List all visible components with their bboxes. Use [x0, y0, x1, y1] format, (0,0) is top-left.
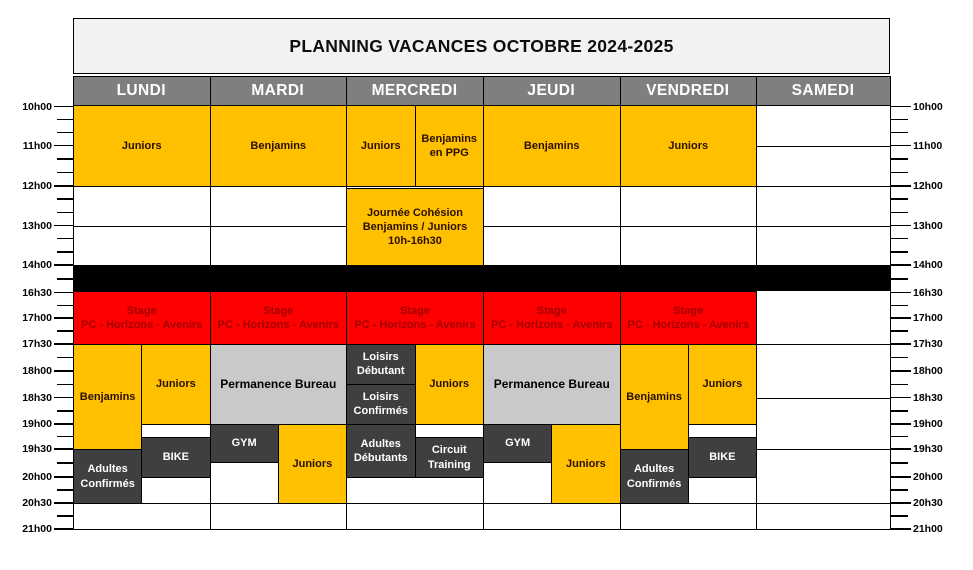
- time-label-right: 12h00: [913, 179, 943, 192]
- block-label-line: Adultes: [633, 463, 675, 476]
- time-tick-major: [891, 502, 911, 504]
- block-label-line: Juniors: [360, 139, 401, 152]
- day-header-jeudi: JEUDI: [483, 76, 620, 105]
- block-label-line: Adultes: [360, 437, 401, 450]
- block-label-line: Benjamins: [250, 139, 307, 152]
- schedule-block-jeudi-permanence-bureau: [483, 344, 621, 425]
- time-tick-major: [891, 106, 911, 108]
- block-label-line: PC - Horizons - Avenirs: [81, 319, 203, 331]
- time-tick-minor: [57, 489, 73, 491]
- time-tick-minor: [57, 410, 73, 412]
- schedule-block-mercredi-stage: [346, 291, 484, 345]
- schedule-block-jeudi-gym: [483, 424, 552, 463]
- time-tick-major: [54, 343, 73, 345]
- time-label-left: 11h00: [22, 139, 52, 152]
- time-tick-major: [54, 145, 73, 147]
- time-tick-minor: [57, 515, 73, 517]
- schedule-block-jeudi-stage: [483, 291, 621, 345]
- time-label-right: 17h00: [913, 311, 943, 324]
- time-tick-major: [54, 225, 73, 227]
- schedule-block-mercredi-loisirs: [346, 344, 416, 385]
- time-label-left: 20h00: [22, 470, 52, 483]
- block-label-line: PC - Horizons - Avenirs: [354, 319, 476, 331]
- schedule-block-vendredi-stage: [620, 291, 758, 345]
- time-tick-minor: [57, 436, 73, 438]
- time-tick-minor: [57, 384, 73, 386]
- grid-vline: [890, 76, 891, 530]
- time-label-left: 21h00: [22, 522, 52, 535]
- time-tick-major: [54, 185, 73, 187]
- schedule-block-lundi-stage: [73, 291, 211, 345]
- time-tick-major: [891, 528, 911, 530]
- time-tick-major: [891, 317, 911, 319]
- time-tick-major: [54, 528, 73, 530]
- time-tick-major: [54, 264, 73, 266]
- time-tick-major: [54, 292, 73, 294]
- time-tick-minor: [891, 198, 908, 200]
- time-tick-major: [891, 292, 911, 294]
- time-tick-minor: [57, 238, 73, 240]
- time-tick-minor: [891, 384, 908, 386]
- time-label-right: 11h00: [913, 139, 943, 152]
- closed-period-bar: [73, 265, 891, 291]
- time-tick-minor: [891, 410, 908, 412]
- time-tick-minor: [57, 132, 73, 134]
- block-label-line: Confirmés: [353, 405, 408, 418]
- block-label-line: Stage: [126, 304, 157, 317]
- time-tick-minor: [891, 212, 908, 214]
- grid-hline: [756, 449, 891, 450]
- time-tick-major: [891, 145, 911, 147]
- time-tick-minor: [891, 132, 908, 134]
- day-header-vendredi: VENDREDI: [620, 76, 757, 105]
- time-label-left: 18h30: [22, 391, 52, 404]
- block-label-line: Débutants: [353, 452, 408, 464]
- time-label-left: 10h00: [22, 100, 52, 113]
- block-label-line: BIKE: [709, 451, 736, 464]
- time-label-right: 14h00: [913, 258, 943, 271]
- time-label-left: 13h00: [22, 219, 52, 232]
- time-tick-major: [54, 370, 73, 372]
- block-label-line: 10h-16h30: [388, 235, 442, 248]
- time-label-left: 19h00: [22, 417, 52, 430]
- block-label-line: en PPG: [429, 147, 469, 159]
- schedule-block-mardi-permanence-bureau: [210, 344, 348, 425]
- time-label-right: 20h00: [913, 470, 943, 483]
- time-tick-minor: [57, 357, 73, 359]
- schedule-block-lundi-bike: [141, 437, 210, 478]
- title-box: [73, 18, 890, 74]
- time-label-left: 17h30: [22, 337, 52, 350]
- block-label-line: BIKE: [162, 451, 190, 464]
- time-label-right: 19h00: [913, 417, 943, 430]
- time-tick-minor: [57, 119, 73, 121]
- time-tick-minor: [57, 212, 73, 214]
- schedule-block-mardi-stage: [210, 291, 348, 345]
- time-tick-minor: [891, 238, 908, 240]
- time-tick-minor: [891, 305, 908, 307]
- time-tick-major: [891, 185, 911, 187]
- time-tick-major: [891, 423, 911, 425]
- block-label-line: Juniors: [429, 378, 470, 391]
- time-label-right: 18h30: [913, 391, 943, 404]
- block-label-line: Juniors: [702, 378, 743, 391]
- time-tick-minor: [57, 278, 73, 280]
- time-label-right: 19h30: [913, 442, 943, 455]
- time-tick-major: [54, 502, 73, 504]
- time-tick-major: [891, 370, 911, 372]
- time-tick-major: [54, 448, 73, 450]
- schedule-block-mercredi-juniors: [415, 344, 485, 425]
- day-header-mardi: MARDI: [210, 76, 347, 105]
- day-header-mercredi: MERCREDI: [346, 76, 483, 105]
- block-label-line: Juniors: [292, 457, 333, 470]
- time-tick-major: [54, 106, 73, 108]
- block-label-line: Journée Cohésion: [367, 206, 463, 219]
- time-label-left: 14h00: [22, 258, 52, 271]
- time-label-right: 17h30: [913, 337, 943, 350]
- time-tick-minor: [891, 515, 908, 517]
- block-label-line: Stage: [673, 304, 704, 317]
- time-tick-major: [891, 225, 911, 227]
- time-label-left: 20h30: [22, 496, 52, 509]
- grid-hline: [756, 146, 891, 147]
- block-label-line: Benjamins: [523, 139, 580, 152]
- time-tick-major: [891, 448, 911, 450]
- time-label-left: 18h00: [22, 364, 52, 377]
- time-tick-minor: [891, 330, 908, 332]
- schedule-block-vendredi-bike: [688, 437, 757, 478]
- block-label-line: Juniors: [668, 139, 709, 152]
- schedule-block-lundi-juniors: [141, 344, 210, 425]
- block-label-line: Débutant: [356, 365, 405, 378]
- schedule-block-mercredi-adultes: [346, 424, 416, 478]
- block-label-line: Benjamins / Juniors: [362, 220, 468, 233]
- schedule-block-mercredi-loisirs: [346, 384, 416, 426]
- block-label-line: Adultes: [87, 463, 128, 476]
- time-label-right: 21h00: [913, 522, 943, 535]
- schedule-block-lundi-benjamins: [73, 344, 142, 450]
- time-tick-minor: [57, 251, 73, 253]
- time-label-left: 12h00: [22, 179, 52, 192]
- block-label-line: Permanence Bureau: [220, 376, 337, 391]
- time-tick-minor: [57, 330, 73, 332]
- time-label-right: 16h30: [913, 286, 943, 299]
- time-label-left: 16h30: [22, 286, 52, 299]
- schedule-block-mercredi-juniors: [346, 105, 416, 187]
- schedule-block-mercredi-journee-cohesion: [346, 188, 484, 266]
- time-tick-major: [54, 476, 73, 478]
- time-tick-major: [891, 264, 911, 266]
- time-label-right: 10h00: [913, 100, 943, 113]
- time-tick-major: [891, 476, 911, 478]
- time-tick-minor: [891, 172, 908, 174]
- time-tick-minor: [891, 489, 908, 491]
- time-tick-major: [54, 397, 73, 399]
- block-label-line: Circuit: [431, 444, 467, 457]
- time-tick-minor: [891, 278, 908, 280]
- grid-hline: [756, 398, 891, 399]
- time-label-left: 17h00: [22, 311, 52, 324]
- time-label-right: 20h30: [913, 496, 943, 509]
- schedule-block-mercredi-benjamins: [415, 105, 485, 187]
- block-label-line: Juniors: [566, 457, 606, 470]
- time-tick-major: [54, 317, 73, 319]
- time-tick-major: [54, 423, 73, 425]
- time-tick-major: [891, 397, 911, 399]
- block-label-line: Stage: [263, 304, 294, 317]
- schedule-block-mardi-gym: [210, 424, 279, 463]
- schedule-block-vendredi-benjamins: [620, 344, 689, 450]
- block-label-line: Benjamins: [626, 390, 682, 403]
- time-tick-minor: [57, 198, 73, 200]
- time-tick-minor: [891, 251, 908, 253]
- block-label-line: PC - Horizons - Avenirs: [217, 319, 339, 331]
- schedule-block-mardi-benjamins: [210, 105, 348, 187]
- time-tick-major: [891, 343, 911, 345]
- day-header-samedi: SAMEDI: [756, 76, 890, 105]
- block-label-line: Confirmés: [80, 477, 135, 490]
- block-label-line: Loisirs: [362, 390, 399, 403]
- time-tick-minor: [57, 305, 73, 307]
- time-tick-minor: [891, 119, 908, 121]
- time-label-right: 18h00: [913, 364, 943, 377]
- block-label-line: Stage: [400, 304, 430, 317]
- schedule-block-lundi-juniors: [73, 105, 211, 187]
- time-tick-minor: [891, 462, 908, 464]
- schedule-block-mardi-juniors: [278, 424, 347, 504]
- time-tick-minor: [891, 357, 908, 359]
- block-label-line: PC - Horizons - Avenirs: [491, 319, 613, 331]
- block-label-line: Stage: [536, 304, 567, 317]
- schedule-block-vendredi-adultes: [620, 449, 689, 504]
- time-tick-minor: [891, 436, 908, 438]
- time-tick-minor: [57, 158, 73, 160]
- block-label-line: Benjamins: [79, 390, 136, 403]
- schedule-block-lundi-adultes: [73, 449, 142, 504]
- block-label-line: Confirmés: [626, 477, 682, 490]
- block-label-line: Loisirs: [362, 350, 399, 363]
- block-label-line: PC - Horizons - Avenirs: [627, 319, 749, 331]
- day-header-lundi: LUNDI: [73, 76, 210, 105]
- time-label-left: 19h30: [22, 442, 52, 455]
- block-label-line: Training: [427, 458, 471, 471]
- schedule-block-vendredi-juniors: [688, 344, 757, 425]
- block-label-line: GYM: [231, 437, 257, 450]
- schedule-block-vendredi-juniors: [620, 105, 758, 187]
- block-label-line: Permanence Bureau: [493, 376, 610, 391]
- time-tick-minor: [57, 462, 73, 464]
- time-tick-minor: [891, 158, 908, 160]
- block-label-line: GYM: [505, 437, 531, 450]
- page-title: PLANNING VACANCES OCTOBRE 2024-2025: [289, 35, 674, 56]
- block-label-line: Juniors: [156, 378, 196, 391]
- block-label-line: Benjamins: [421, 132, 478, 145]
- schedule-block-mercredi-circuit: [415, 437, 485, 478]
- schedule-block-jeudi-benjamins: [483, 105, 621, 187]
- time-tick-minor: [57, 172, 73, 174]
- schedule-block-jeudi-juniors: [551, 424, 620, 504]
- block-label-line: Juniors: [121, 139, 162, 152]
- time-label-right: 13h00: [913, 219, 943, 232]
